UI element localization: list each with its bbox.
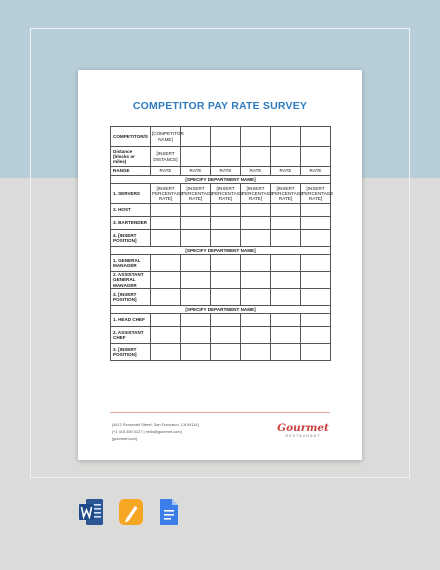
table-row [111,147,331,167]
empty-cell [151,255,181,272]
table-row [111,247,331,255]
empty-cell [241,272,271,289]
table-row [111,306,331,314]
rate-header: RATE [211,167,241,176]
row-label: Distance (blocks or miles) [111,147,151,167]
empty-cell [301,230,331,247]
survey-table [110,126,334,361]
empty-cell [271,289,301,306]
empty-cell [181,255,211,272]
row-value: [COMPETITOR NAME] [151,127,181,147]
empty-cell [181,230,211,247]
document-page [78,70,362,460]
empty-cell [211,255,241,272]
empty-cell [301,344,331,361]
empty-cell [271,217,301,230]
rate-header: RATE [241,167,271,176]
empty-cell [211,272,241,289]
range-label: RANGE [111,167,151,176]
empty-cell [181,217,211,230]
rate-header: RATE [301,167,331,176]
logo-name: Gourmet [277,422,329,434]
empty-cell [181,272,211,289]
empty-cell [301,289,331,306]
empty-cell [301,217,331,230]
rate-cell: [INSERT PERCENTAGE RATE] [151,184,181,204]
empty-cell [271,327,301,344]
department-header: [SPECIFY DEPARTMENT NAME] [111,176,331,184]
table-row [111,327,331,344]
empty-cell [301,327,331,344]
empty-cell [211,147,241,167]
role-label: 3. [INSERT POSITION] [111,289,151,306]
empty-cell [151,314,181,327]
row-label: COMPETITOR/S [111,127,151,147]
empty-cell [301,272,331,289]
table-row [111,176,331,184]
empty-cell [211,289,241,306]
table-row [111,204,331,217]
empty-cell [241,255,271,272]
empty-cell [151,344,181,361]
empty-cell [301,204,331,217]
document-title: COMPETITOR PAY RATE SURVEY [132,100,308,112]
empty-cell [301,255,331,272]
role-label: 3. BARTENDER [111,217,151,230]
empty-cell [211,127,241,147]
empty-cell [211,230,241,247]
department-header: [SPECIFY DEPARTMENT NAME] [111,247,331,255]
rate-header: RATE [181,167,211,176]
role-label: 3. [INSERT POSITION] [111,344,151,361]
empty-cell [241,147,271,167]
rate-header: RATE [271,167,301,176]
department-header: [SPECIFY DEPARTMENT NAME] [111,306,331,314]
role-label: 4. [INSERT POSITION] [111,230,151,247]
empty-cell [241,217,271,230]
table-row [111,127,331,147]
role-label: 1. HEAD CHEF [111,314,151,327]
empty-cell [271,314,301,327]
empty-cell [241,327,271,344]
empty-cell [271,127,301,147]
role-label: 2. ASSISTANT GENERAL MANAGER [111,272,151,289]
empty-cell [211,344,241,361]
empty-cell [211,217,241,230]
rate-header: RATE [151,167,181,176]
empty-cell [151,289,181,306]
rate-cell: [INSERT PERCENTAGE RATE] [241,184,271,204]
table-row [111,314,331,327]
empty-cell [271,147,301,167]
gourmet-logo [274,423,332,438]
empty-cell [241,127,271,147]
empty-cell [151,230,181,247]
table-row [111,167,331,176]
empty-cell [301,127,331,147]
footer-divider [110,412,330,413]
empty-cell [151,272,181,289]
empty-cell [301,147,331,167]
rate-cell: [INSERT PERCENTAGE RATE] [211,184,241,204]
empty-cell [181,314,211,327]
logo-tagline: RESTAURANT [285,434,321,438]
row-value: [INSERT DISTANCE] [151,147,181,167]
footer-website: [gourmet.com] [112,436,137,441]
table-row [111,289,331,306]
empty-cell [241,289,271,306]
table-row [111,344,331,361]
empty-cell [241,230,271,247]
rate-cell: [INSERT PERCENTAGE RATE] [271,184,301,204]
empty-cell [211,327,241,344]
role-label: 2. ASSISTANT CHEF [111,327,151,344]
empty-cell [271,344,301,361]
table-row [111,230,331,247]
table-row [111,217,331,230]
table-row [111,272,331,289]
empty-cell [181,344,211,361]
survey-table-body [111,127,334,361]
rate-cell: [INSERT PERCENTAGE RATE] [301,184,331,204]
empty-cell [151,204,181,217]
pages-icon[interactable] [118,497,144,527]
empty-cell [241,314,271,327]
role-label: 1. GENERAL MANAGER [111,255,151,272]
rate-cell: [INSERT PERCENTAGE RATE] [181,184,211,204]
empty-cell [181,147,211,167]
footer-contact: [+1 415 359 5127 | hello@gourmet.com] [112,429,182,434]
empty-cell [151,327,181,344]
empty-cell [181,127,211,147]
footer-address: [4412 Roosevelt Street, San Francisco, CA 94114] [112,422,199,427]
empty-cell [241,344,271,361]
empty-cell [271,204,301,217]
empty-cell [271,230,301,247]
empty-cell [271,255,301,272]
empty-cell [181,204,211,217]
table-row [111,255,331,272]
word-icon[interactable] [78,497,104,527]
empty-cell [241,204,271,217]
empty-cell [211,314,241,327]
empty-cell [211,204,241,217]
empty-cell [151,217,181,230]
role-label: 1. SERVERS [111,184,151,204]
footer-address-block [112,421,199,442]
role-label: 2. HOST [111,204,151,217]
empty-cell [181,327,211,344]
table-row [111,184,331,204]
empty-cell [301,314,331,327]
empty-cell [271,272,301,289]
google-docs-icon[interactable] [158,497,180,527]
empty-cell [181,289,211,306]
